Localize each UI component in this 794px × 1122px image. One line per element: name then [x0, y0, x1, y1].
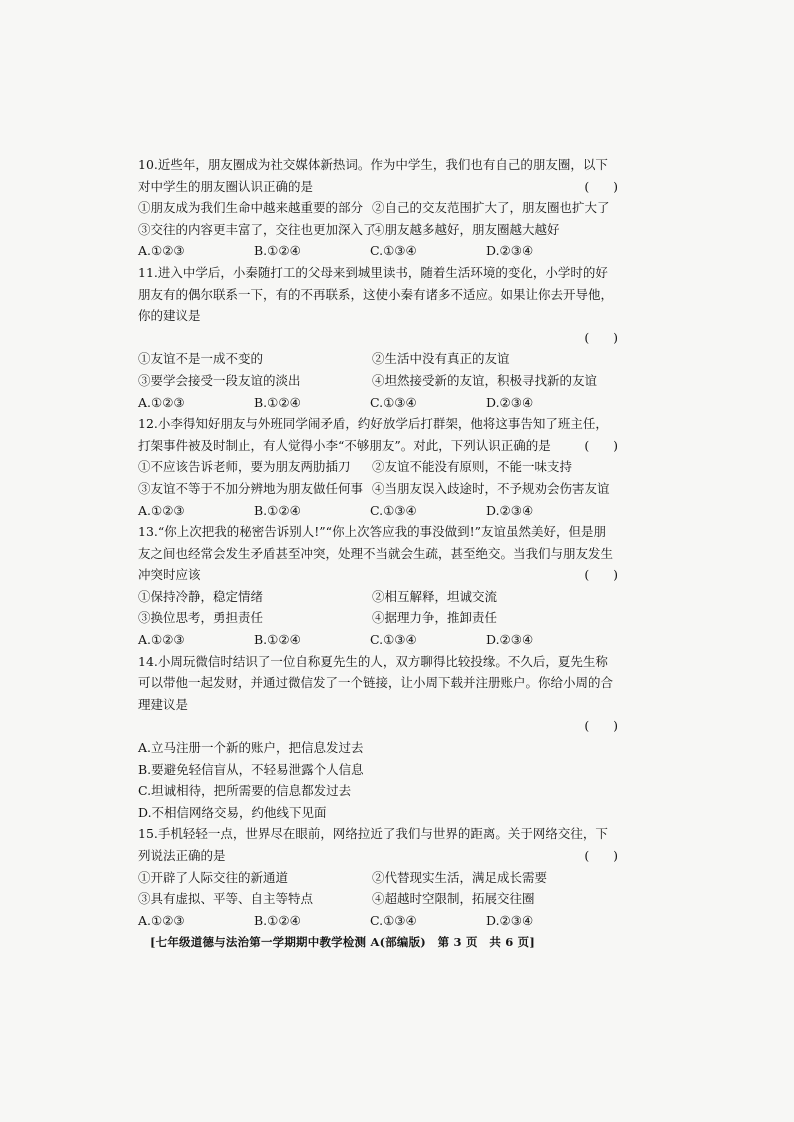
choice-c[interactable]: C.①③④ — [370, 394, 417, 410]
statement-4: ④超越时空限制，拓展交往圈 — [372, 891, 535, 907]
statement-row — [138, 888, 618, 910]
statement-3: ③具有虚拟、平等、自主等特点 — [138, 891, 314, 907]
statement-row — [138, 348, 618, 370]
statement-row — [138, 370, 618, 392]
statement-row — [138, 456, 618, 478]
answer-line — [138, 327, 618, 349]
choice-c[interactable]: C.①③④ — [370, 912, 417, 928]
choice-b[interactable]: B.①②④ — [254, 394, 301, 410]
choice-d[interactable]: D.②③④ — [486, 243, 534, 259]
statement-1: ①友谊不是一成不变的 — [138, 351, 264, 367]
statement-row — [138, 478, 618, 500]
statement-2: ②友谊不能没有原则，不能一味支持 — [372, 459, 573, 475]
choice-c[interactable]: C.①③④ — [370, 502, 417, 518]
question-10 — [138, 154, 618, 262]
question-10-stem-block — [138, 154, 618, 197]
choice-row — [138, 629, 618, 651]
choice-c[interactable]: C.①③④ — [370, 632, 417, 648]
choice-row — [138, 240, 618, 262]
choice-b[interactable]: B.①②④ — [254, 632, 301, 648]
statement-2: ②生活中没有真正的友谊 — [372, 351, 510, 367]
choice-a[interactable]: A.①②③ — [138, 912, 185, 928]
choice-c[interactable]: C.①③④ — [370, 243, 417, 259]
statement-1: ①不应该告诉老师，要为朋友两肋插刀 — [138, 459, 351, 475]
choice-row — [138, 910, 618, 932]
choice-a[interactable]: A.①②③ — [138, 243, 185, 259]
answer-parenthesis[interactable]: ( ) — [584, 848, 618, 863]
question-11 — [138, 262, 618, 413]
statement-2: ②自己的交友范围扩大了，朋友圈也扩大了 — [372, 200, 610, 216]
statement-row — [138, 219, 618, 241]
choice-row — [138, 500, 618, 522]
choice-row — [138, 392, 618, 414]
option-d[interactable]: D.不相信网络交易，约他线下见面 — [138, 804, 327, 820]
choice-a[interactable]: A.①②③ — [138, 502, 185, 518]
page-footer: [七年级道德与法治第一学期期中教学检测 A(部编版) 第 3 页 共 6 页] — [150, 935, 536, 949]
statement-3: ③要学会接受一段友谊的淡出 — [138, 372, 301, 388]
option-b[interactable]: B.要避免轻信盲从，不轻易泄露个人信息 — [138, 761, 364, 777]
statement-row — [138, 867, 618, 889]
question-stem: 15.手机轻轻一点，世界尽在眼前，网络拉近了我们与世界的距离。关于网络交往，下列说法正确的是 — [138, 826, 608, 863]
question-stem: 13.“你上次把我的秘密告诉别人!”“你上次答应我的事没做到!”友谊虽然美好，但是朋友之间也经常会发生矛盾甚至冲突，处理不当就会生疏，甚至绝交。当我们与朋友发生冲突时应该 — [138, 524, 614, 583]
statement-3: ③交往的内容更丰富了，交往也更加深入了 — [138, 221, 376, 237]
question-14 — [138, 651, 618, 824]
answer-parenthesis[interactable]: ( ) — [584, 567, 618, 583]
statement-3: ③友谊不等于不加分辨地为朋友做任何事 — [138, 480, 364, 496]
statement-4: ④朋友越多越好，朋友圈越大越好 — [372, 221, 560, 237]
answer-parenthesis[interactable]: ( ) — [584, 437, 618, 453]
question-stem: 11.进入中学后，小秦随打工的父母来到城里读书，随着生活环境的变化，小学时的好朋友有的偶尔联系一下，有的不再联系，这使小秦有诸多不适应。如果让你去开导他，你的建议是 — [138, 264, 614, 324]
answer-parenthesis[interactable]: ( ) — [584, 329, 618, 345]
answer-parenthesis[interactable]: ( ) — [584, 178, 618, 194]
choice-d[interactable]: D.②③④ — [486, 502, 534, 518]
choice-b[interactable]: B.①②④ — [254, 502, 301, 518]
answer-parenthesis[interactable]: ( ) — [584, 718, 618, 734]
question-15-stem-block — [138, 823, 618, 866]
statement-4: ④当朋友误入歧途时，不予规劝会伤害友谊 — [372, 480, 610, 496]
statement-1: ①开辟了人际交往的新通道 — [138, 869, 289, 885]
option-a[interactable]: A.立马注册一个新的账户，把信息发过去 — [138, 740, 364, 756]
question-stem: 14.小周玩微信时结识了一位自称夏先生的人，双方聊得比较投缘。不久后，夏先生称可以带他一起发财，并通过微信发了一个链接，让小周下载并注册账户。你给小周的合理建议是 — [138, 653, 614, 712]
choice-b[interactable]: B.①②④ — [254, 243, 301, 259]
question-12-stem-block — [138, 413, 618, 456]
choice-b[interactable]: B.①②④ — [254, 912, 301, 928]
statement-row — [138, 607, 618, 629]
option-c[interactable]: C.坦诚相待，把所需要的信息都发过去 — [138, 783, 352, 799]
answer-line — [138, 715, 618, 737]
choice-d[interactable]: D.②③④ — [486, 632, 534, 648]
statement-2: ②相互解释，坦诚交流 — [372, 588, 498, 604]
question-12 — [138, 413, 618, 521]
choice-d[interactable]: D.②③④ — [486, 394, 534, 410]
choice-a[interactable]: A.①②③ — [138, 632, 185, 648]
choice-d[interactable]: D.②③④ — [486, 912, 534, 928]
question-stem: 10.近些年，朋友圈成为社交媒体新热词。作为中学生，我们也有自己的朋友圈，以下对中学生的朋友圈认识正确的是 — [138, 157, 608, 194]
choice-a[interactable]: A.①②③ — [138, 394, 185, 410]
statement-row — [138, 586, 618, 608]
question-15 — [138, 823, 618, 931]
question-13-stem-block — [138, 521, 618, 586]
question-list — [138, 154, 618, 931]
statement-row — [138, 197, 618, 219]
statement-4: ④坦然接受新的友谊，积极寻找新的友谊 — [372, 372, 598, 388]
statement-4: ④据理力争，推卸责任 — [372, 610, 498, 626]
statement-1: ①保持冷静，稳定情绪 — [138, 588, 264, 604]
statement-2: ②代替现实生活，满足成长需要 — [372, 869, 548, 885]
statement-1: ①朋友成为我们生命中越来越重要的部分 — [138, 200, 364, 216]
question-13 — [138, 521, 618, 651]
question-stem: 12.小李得知好朋友与外班同学闹矛盾，约好放学后打群架，他将这事告知了班主任，打架事件被及时制止，有人觉得小李“不够朋友”。对此，下列认识正确的是 — [138, 416, 608, 453]
statement-3: ③换位思考，勇担责任 — [138, 610, 264, 626]
